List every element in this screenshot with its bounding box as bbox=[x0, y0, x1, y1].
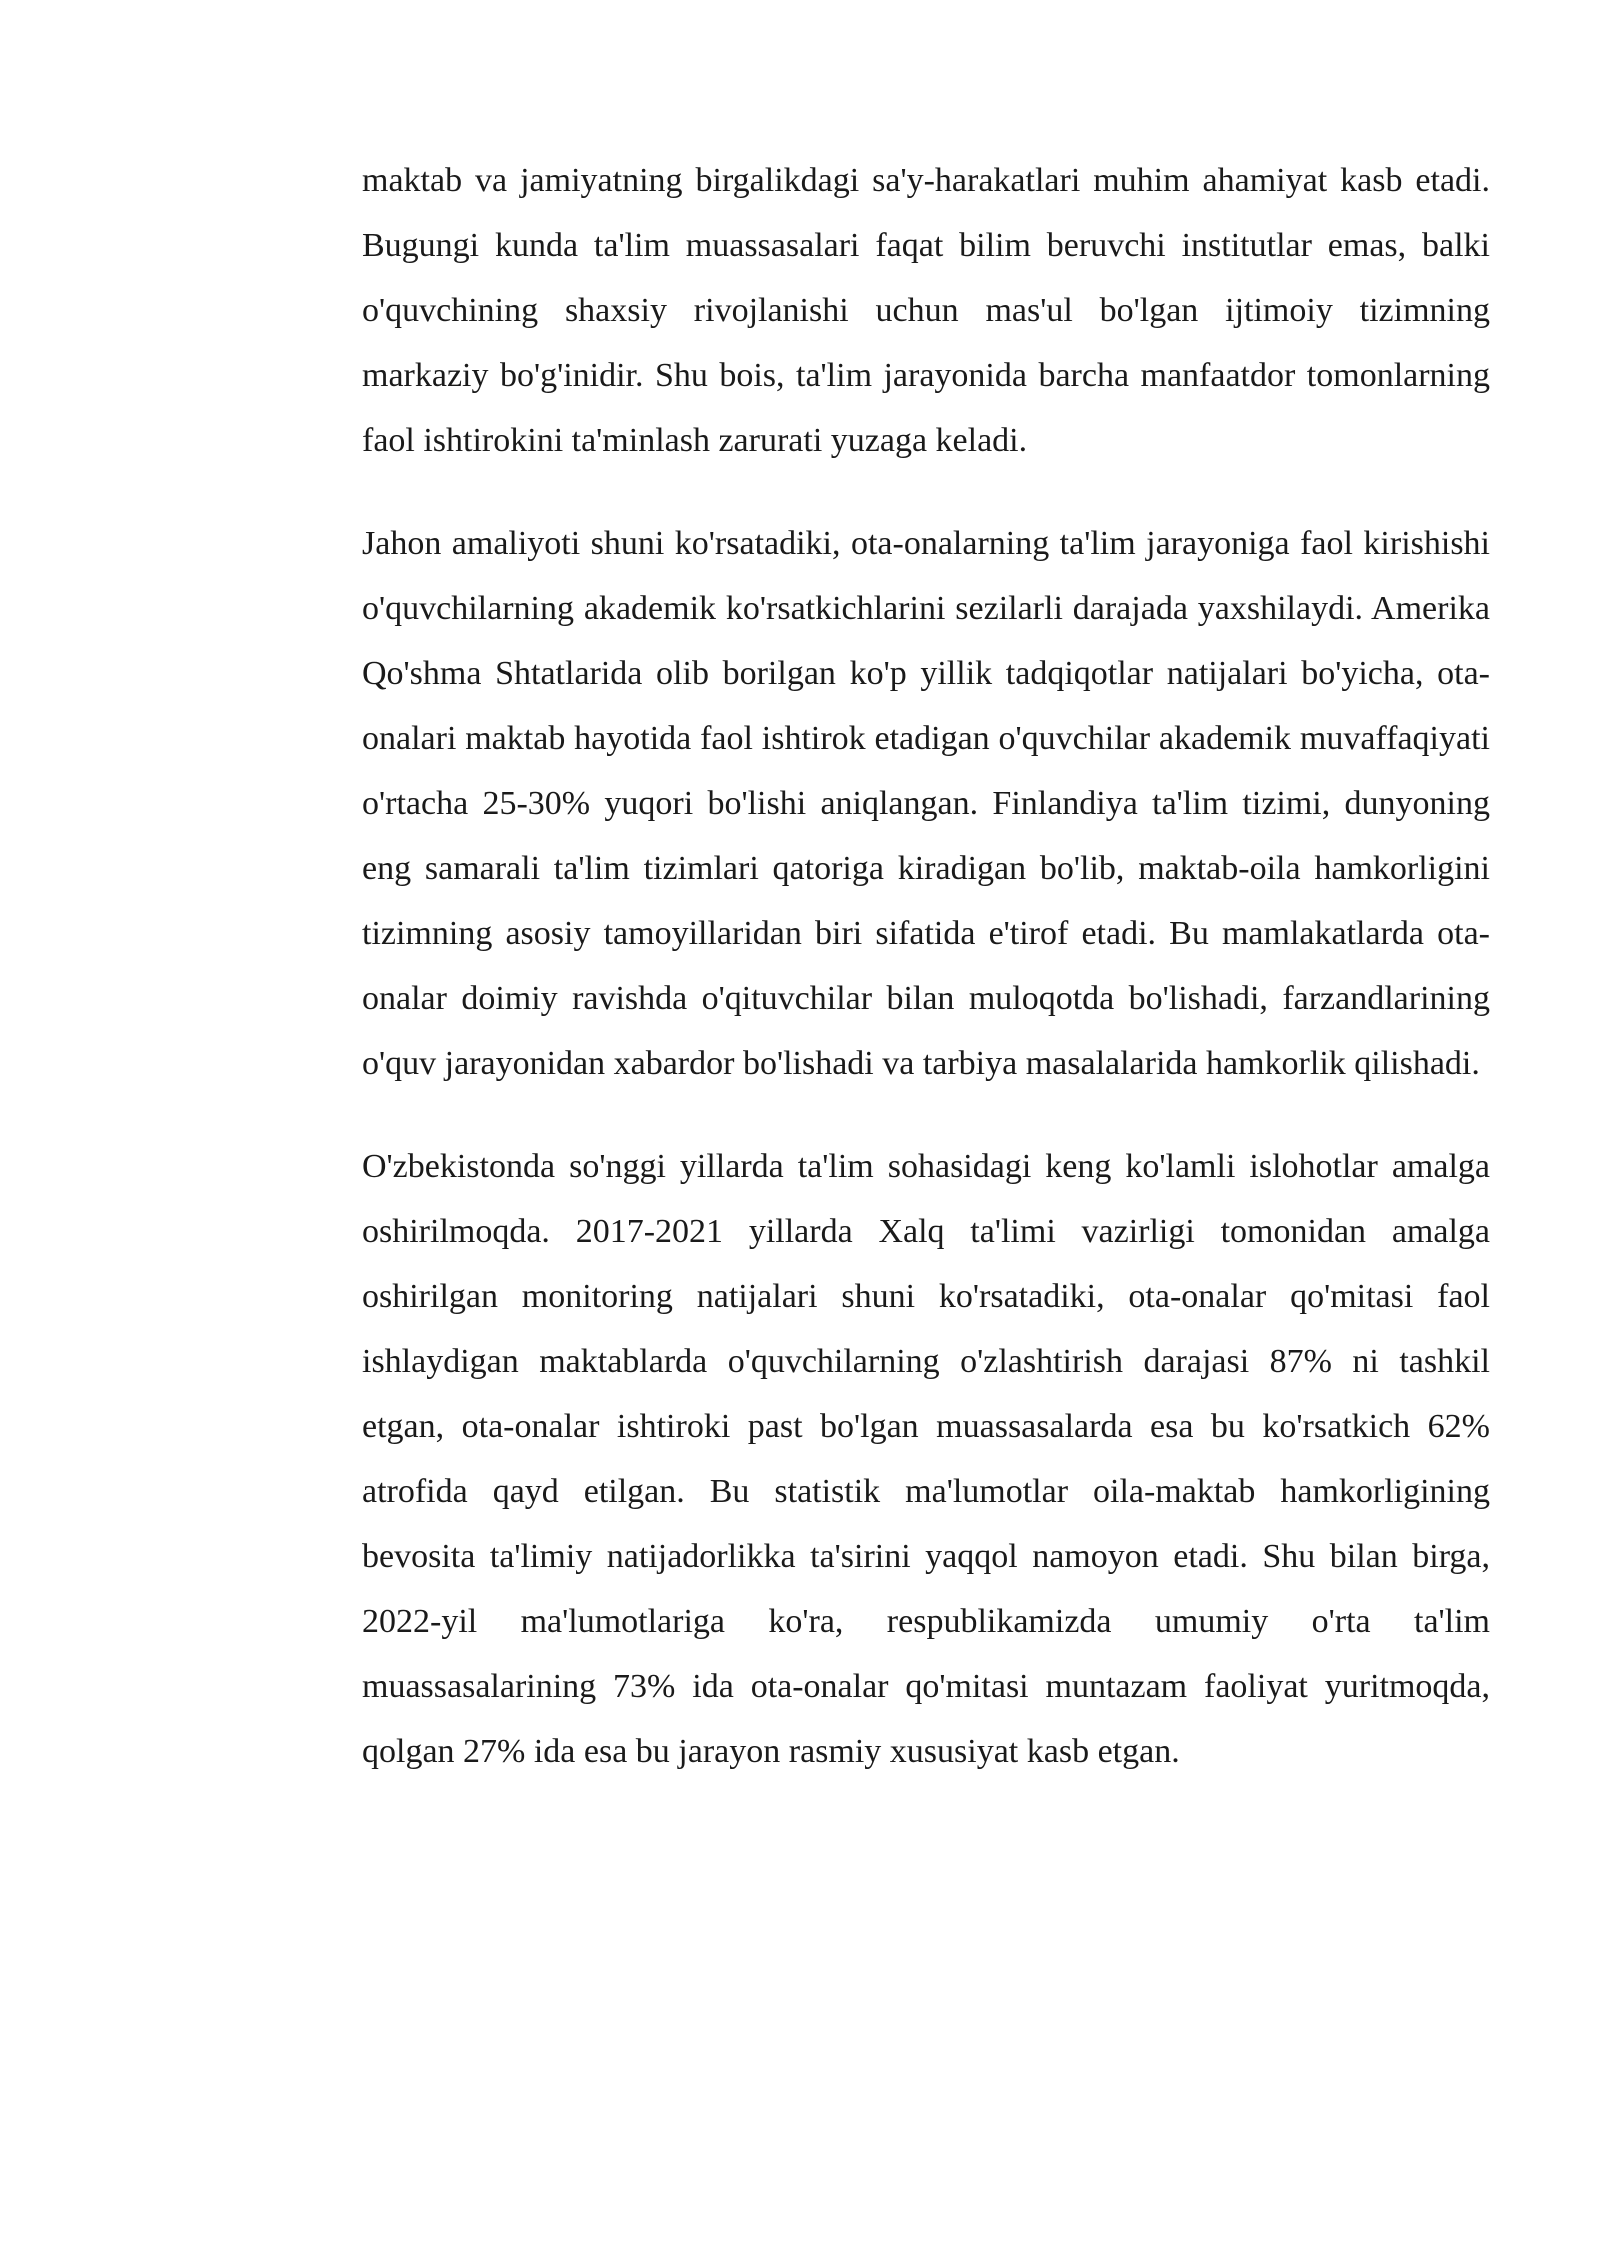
paragraph-3: O'zbekistonda so'nggi yillarda ta'lim sohasidagi keng ko'lamli islohotlar amalga oshirilmoqda. 2017-2021 yillarda Xalq ta'limi vazirligi tomonidan amalga oshirilgan monitoring natijalari shuni ko'rsatadiki, ota-onalar qo'mitasi faol ishlaydigan maktablarda o'quvchilarning o'zlashtirish darajasi 87% ni tashkil etgan, ota-onalar ishtiroki past bo'lgan muassasalarda esa bu ko'rsatkich 62% atrofida qayd etilgan. Bu statistik ma'lumotlar oila-maktab hamkorligining bevosita ta'limiy natijadorlikka ta'sirini yaqqol namoyon etadi. Shu bilan birga, 2022-yil ma'lumotlariga ko'ra, respublikamizda umumiy o'rta ta'lim muassasalarining 73% ida ota-onalar qo'mitasi muntazam faoliyat yuritmoqda, qolgan 27% ida esa bu jarayon rasmiy xususiyat kasb etgan. bbox=[362, 1148, 1490, 1770]
document-body bbox=[362, 148, 1490, 1822]
paragraph-2: Jahon amaliyoti shuni ko'rsatadiki, ota-onalarning ta'lim jarayoniga faol kirishishi o'quvchilarning akademik ko'rsatkichlarini sezilarli darajada yaxshilaydi. Amerika Qo'shma Shtatlarida olib borilgan ko'p yillik tadqiqotlar natijalari bo'yicha, ota-onalari maktab hayotida faol ishtirok etadigan o'quvchilar akademik muvaffaqiyati o'rtacha 25-30% yuqori bo'lishi aniqlangan. Finlandiya ta'lim tizimi, dunyoning eng samarali ta'lim tizimlari qatoriga kiradigan bo'lib, maktab-oila hamkorligini tizimning asosiy tamoyillaridan biri sifatida e'tirof etadi. Bu mamlakatlarda ota-onalar doimiy ravishda o'qituvchilar bilan muloqotda bo'lishadi, farzandlarining o'quv jarayonidan xabardor bo'lishadi va tarbiya masalalarida hamkorlik qilishadi. bbox=[362, 525, 1490, 1082]
paragraph-1: maktab va jamiyatning birgalikdagi sa'y-harakatlari muhim ahamiyat kasb etadi. Bugungi kunda ta'lim muassasalari faqat bilim beruvchi institutlar emas, balki o'quvchining shaxsiy rivojlanishi uchun mas'ul bo'lgan ijtimoiy tizimning markaziy bo'g'inidir. Shu bois, ta'lim jarayonida barcha manfaatdor tomonlarning faol ishtirokini ta'minlash zarurati yuzaga keladi. bbox=[362, 162, 1490, 459]
